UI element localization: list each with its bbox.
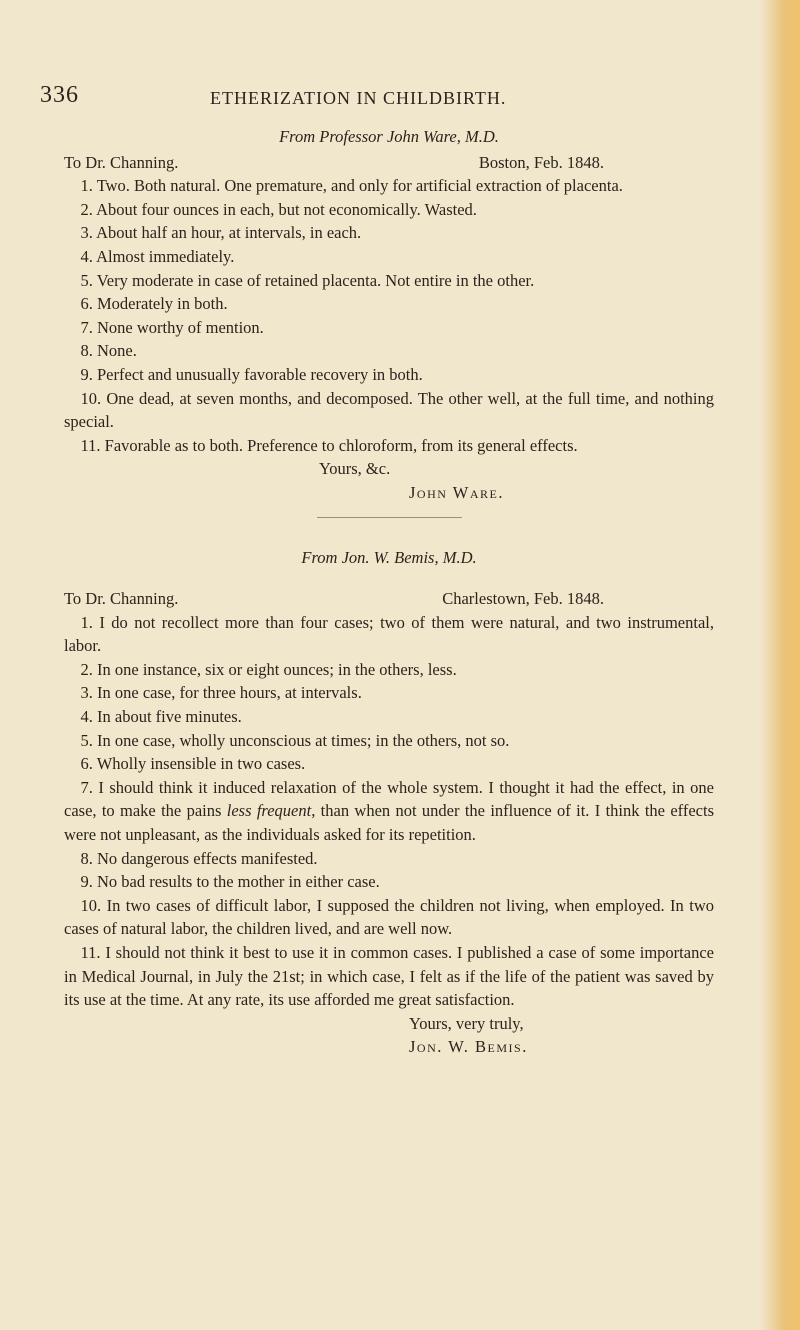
place-date: Charlestown, Feb. 1848. xyxy=(442,589,604,609)
answer-item: 1. Two. Both natural. One premature, and only for artificial extraction of placenta. xyxy=(80,176,623,196)
page-header xyxy=(40,82,740,112)
addressee: To Dr. Channing. xyxy=(64,589,179,609)
answer-item: 11. Favorable as to both. Preference to chloroform, from its general effects. xyxy=(80,435,578,455)
address-line xyxy=(64,151,714,175)
answer-item: 5. In one case, wholly unconscious at times; in the others, not so. xyxy=(80,730,510,750)
letter-bemis xyxy=(64,546,714,1059)
letter-title: From Professor John Ware, M.D. xyxy=(279,127,499,146)
signature: Jon. W. Bemis. xyxy=(409,1037,528,1057)
page-number: 336 xyxy=(40,82,79,108)
answer-item: 11. I should not think it best to use it in common cases. I published a case of some importance in Medical Journal, in July the 21st; in which case, I felt as if the life of the patient was saved by its use at the time. At any rate, its use afforded me great satisfaction. xyxy=(64,943,714,1010)
answer-item: 3. About half an hour, at intervals, in each. xyxy=(80,223,362,243)
section-divider xyxy=(317,517,462,518)
answer-text: 7. I should think it induced relaxation of the whole system. I thought it had the effect, in one case, to make the pains xyxy=(64,777,714,821)
closing: Yours, &c. xyxy=(319,459,391,479)
letter-ware xyxy=(64,125,714,518)
place-date: Boston, Feb. 1848. xyxy=(478,152,604,172)
answer-item: 8. No dangerous effects manifested. xyxy=(80,848,318,868)
answer-item: 2. About four ounces in each, but not economically. Wasted. xyxy=(80,199,477,219)
answer-item: 6. Wholly insensible in two cases. xyxy=(80,754,306,774)
book-page xyxy=(40,0,740,1330)
page-edge-shading xyxy=(760,0,800,1330)
answer-item: 3. In one case, for three hours, at intervals. xyxy=(80,683,362,703)
answer-item: 8. None. xyxy=(80,341,137,361)
answer-item: 9. No bad results to the mother in either case. xyxy=(80,872,380,892)
answer-item: 7. None worthy of mention. xyxy=(80,317,264,337)
running-title: ETHERIZATION IN CHILDBIRTH. xyxy=(210,88,507,108)
page-body xyxy=(64,125,714,1059)
answer-item: 4. Almost immediately. xyxy=(80,246,235,266)
answer-item: 10. In two cases of difficult labor, I supposed the children not living, when employed. In two cases of natural labor, the children lived, and are well now. xyxy=(64,895,714,939)
answer-item: 6. Moderately in both. xyxy=(80,294,228,314)
closing: Yours, very truly, xyxy=(409,1013,524,1033)
answer-item: 1. I do not recollect more than four cases; two of them were natural, and two instrumental, labor. xyxy=(64,612,714,656)
answer-item: 2. In one instance, six or eight ounces; in the others, less. xyxy=(80,659,457,679)
answer-text: , than when not under the influence of it. I think the effects were not unpleasant, as the individuals asked for its repetition. xyxy=(64,801,714,845)
answer-item: 5. Very moderate in case of retained placenta. Not entire in the other. xyxy=(80,270,535,290)
answer-item: 10. One dead, at seven months, and decomposed. The other well, at the full time, and nothing special. xyxy=(64,388,714,432)
signature: John Ware. xyxy=(409,482,504,502)
emphasis: less frequent xyxy=(226,801,312,821)
answer-item: 9. Perfect and unusually favorable recovery in both. xyxy=(80,364,423,384)
answer-item: 4. In about five minutes. xyxy=(80,707,242,727)
answer-item xyxy=(64,776,714,847)
addressee: To Dr. Channing. xyxy=(64,152,179,172)
address-line xyxy=(64,587,714,611)
letter-title: From Jon. W. Bemis, M.D. xyxy=(301,547,477,567)
